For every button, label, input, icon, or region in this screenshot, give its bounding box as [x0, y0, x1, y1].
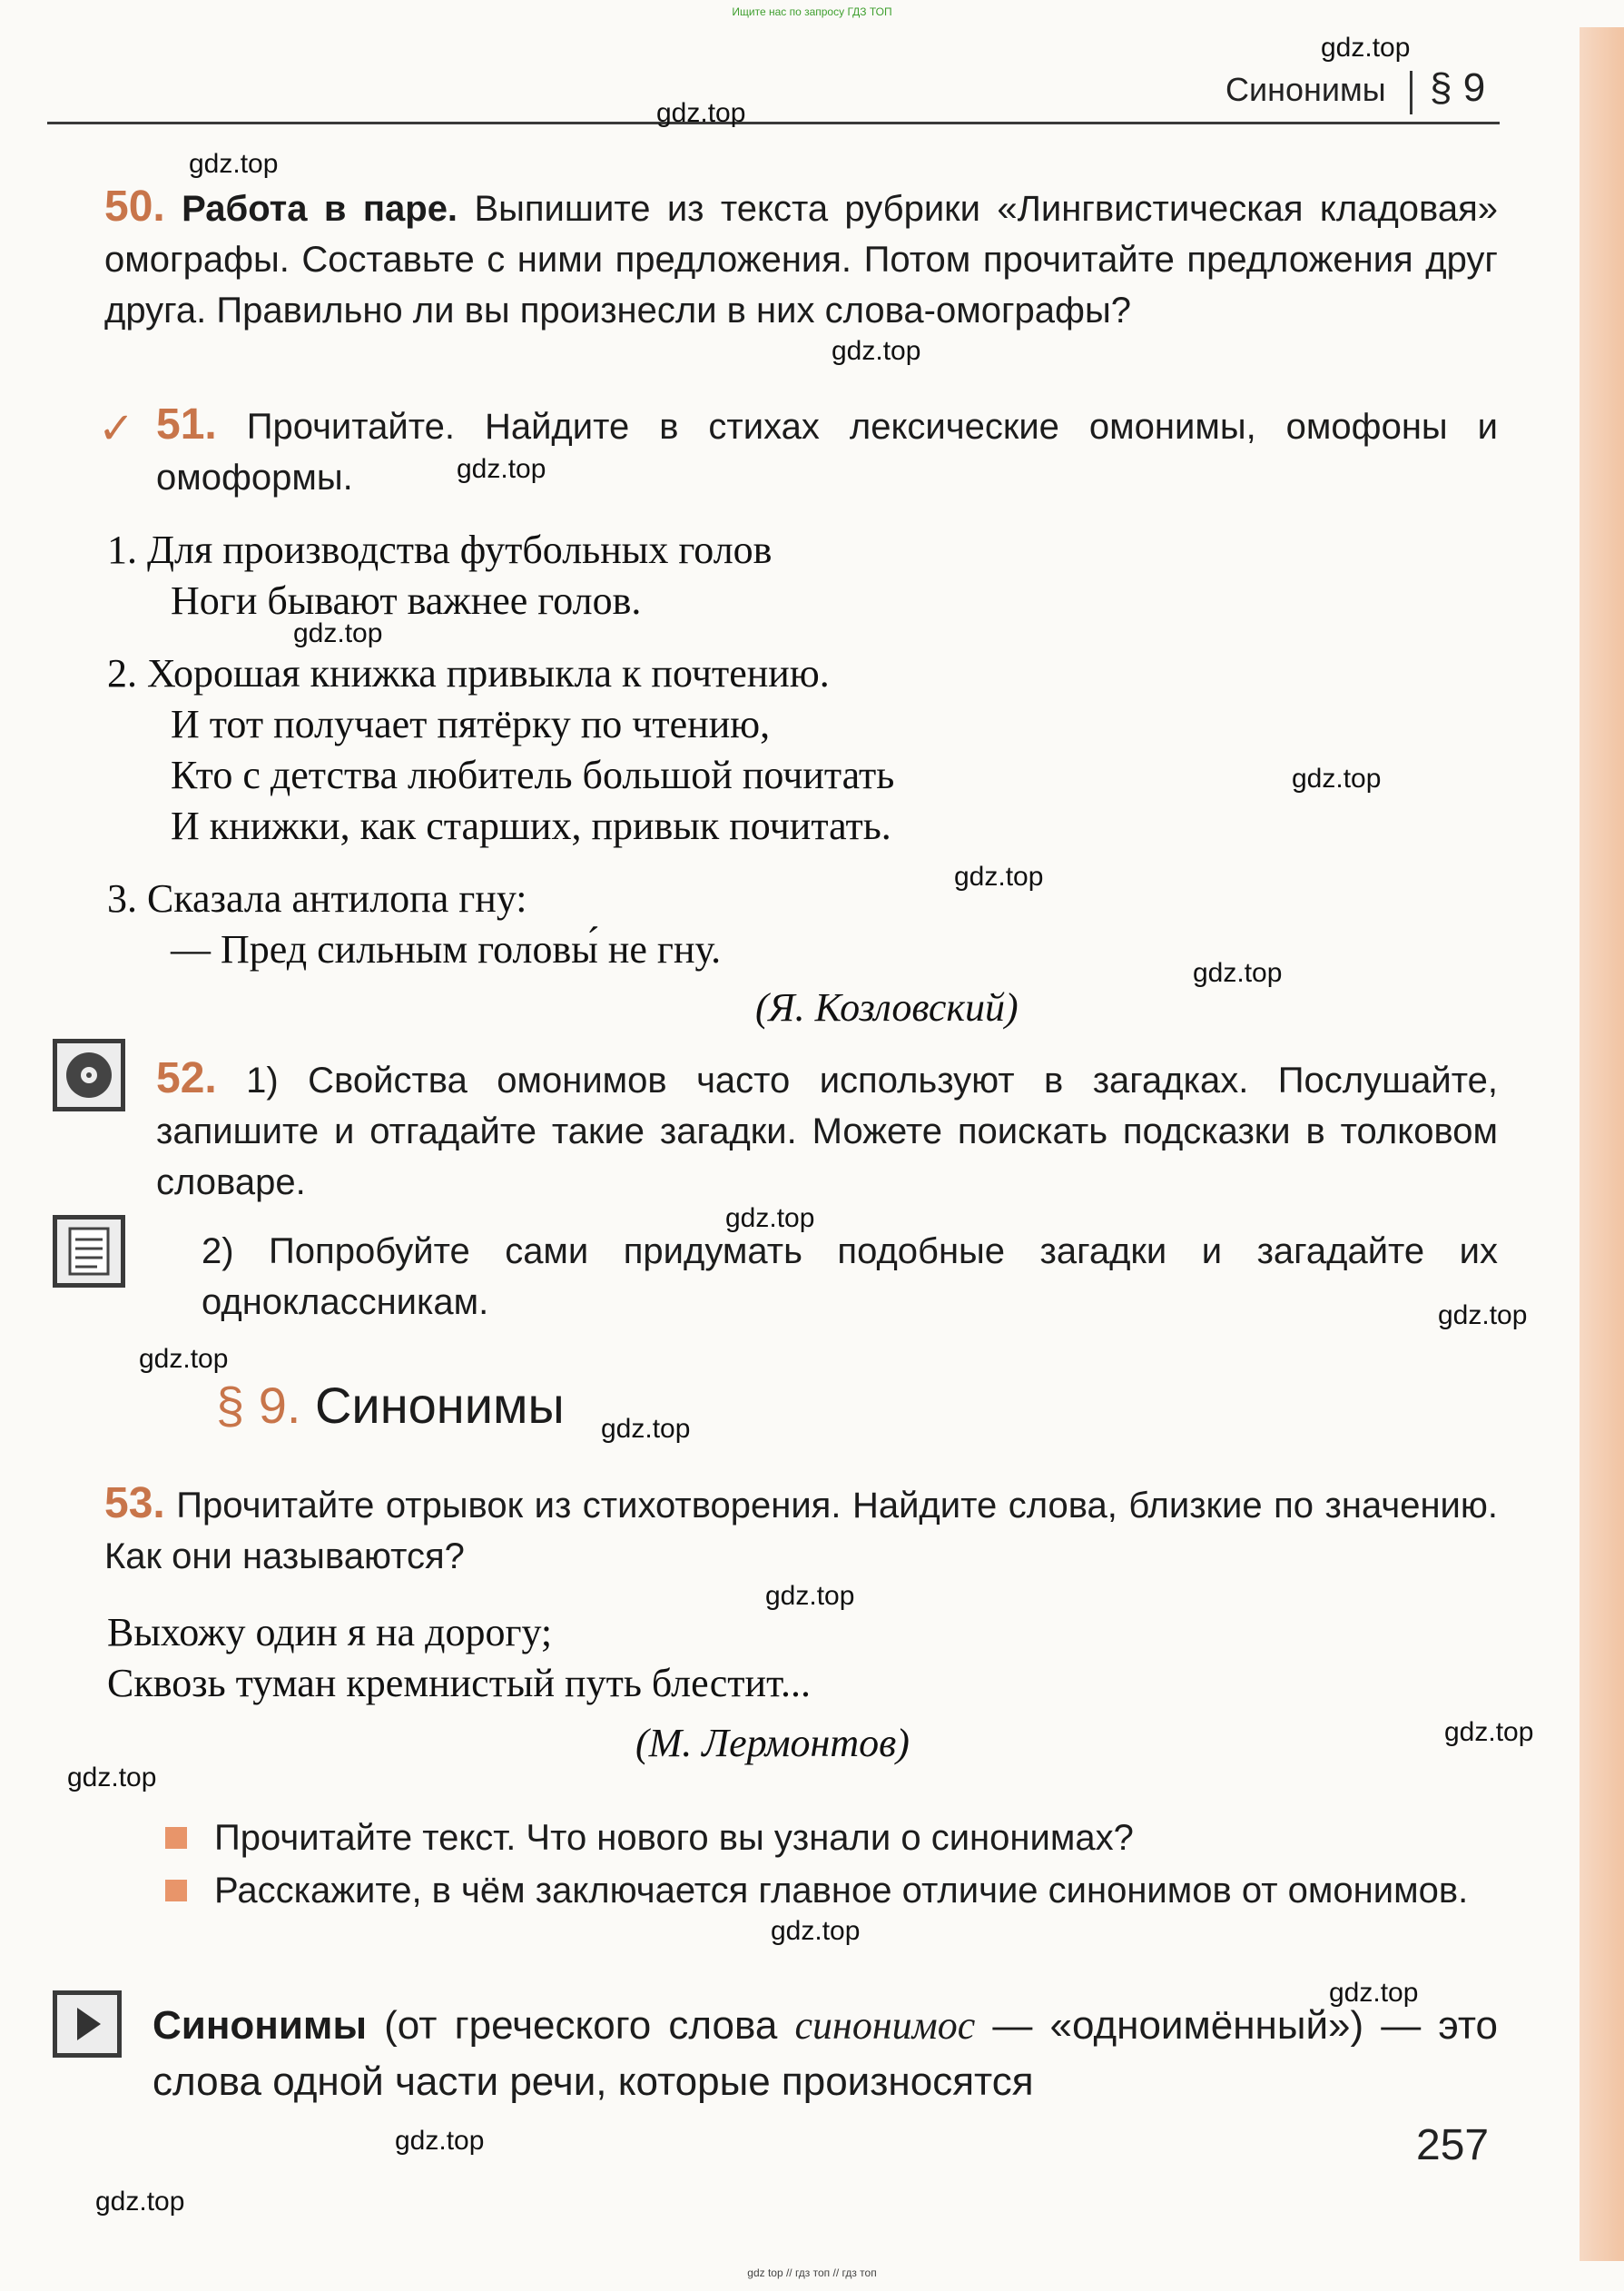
notebook-icon — [53, 1215, 125, 1288]
watermark: gdz.top — [189, 149, 279, 179]
play-icon — [53, 1990, 122, 2058]
square-bullet-icon — [165, 1827, 187, 1849]
exercise-text: Прочитайте отрывок из стихотворения. Найдите слова, близкие по значению. Как они называются? — [104, 1486, 1498, 1576]
watermark: gdz.top — [832, 336, 921, 366]
header-divider — [1410, 71, 1412, 114]
page-edge-strip — [1580, 27, 1624, 2261]
watermark: gdz.top — [725, 1203, 815, 1233]
poem-line: Сквозь туман кремнистый путь блестит... — [107, 1661, 811, 1705]
watermark: gdz.top — [954, 862, 1044, 892]
watermark: gdz.top — [1193, 958, 1283, 988]
top-ad[interactable]: Ищите нас по запросу ГДЗ ТОП — [732, 5, 892, 18]
watermark: gdz.top — [139, 1344, 229, 1374]
poem-line: 2. Хорошая книжка привыкла к почтению. — [107, 651, 830, 696]
watermark: gdz.top — [457, 454, 546, 484]
definition-term: Синонимы — [153, 2003, 368, 2048]
watermark: gdz.top — [67, 1763, 157, 1792]
exercise-text: Выпишите из текста рубрики «Лингвистическая кладовая» омографы. Составьте с ними предложения. Потом прочитайте предложения друг друга. Правильно ли вы произнесли в них слова-омографы? — [104, 189, 1499, 331]
poem-line: И книжки, как старших, привык почитать. — [171, 804, 891, 848]
watermark: gdz.top — [1444, 1717, 1534, 1747]
question-item: Прочитайте текст. Что нового вы узнали о синонимах? — [214, 1818, 1134, 1858]
exercise-50 — [104, 182, 1498, 336]
poem-line: 1. Для производства футбольных голов — [107, 528, 773, 572]
section-title: Синонимы — [314, 1377, 565, 1434]
watermark: gdz.top — [656, 98, 746, 128]
watermark: gdz.top — [771, 1916, 861, 1946]
header-rule — [47, 122, 1500, 124]
watermark: gdz.top — [95, 2187, 185, 2217]
exercise-text: 2) Попробуйте сами придумать подобные загадки и загадайте их одноклассникам. — [202, 1231, 1498, 1322]
watermark: gdz.top — [1292, 764, 1382, 794]
question-item: Расскажите, в чём заключается главное отличие синонимов от омонимов. — [214, 1871, 1469, 1911]
bottom-ad[interactable]: gdz top // гдз топ // гдз топ — [747, 2266, 877, 2279]
watermark: gdz.top — [601, 1414, 691, 1444]
section-heading — [216, 1376, 565, 1435]
poem-line: И тот получает пятёрку по чтению, — [171, 702, 771, 746]
checkmark-icon: ✓ — [98, 405, 135, 453]
watermark: gdz.top — [1321, 33, 1411, 63]
running-header-section: § 9 — [1430, 65, 1486, 110]
exercise-bold-label: Работа в паре. — [182, 189, 458, 229]
poem-author: (М. Лермонтов) — [635, 1721, 910, 1765]
poem-line: Кто с детства любитель большой почитать — [171, 753, 895, 797]
exercise-text: Прочитайте. Найдите в стихах лексические омонимы, омофоны и омоформы. — [156, 407, 1498, 498]
definition-greek-word: синонимос — [794, 2003, 976, 2048]
exercise-number: 50. — [104, 183, 165, 231]
square-bullet-icon — [165, 1880, 187, 1901]
definition-text: — «одноимённый») — это слова одной части речи, которые произносятся — [153, 2003, 1498, 2104]
exercise-51 — [156, 400, 1498, 503]
exercise-number: 52. — [156, 1054, 217, 1102]
watermark: gdz.top — [293, 618, 383, 648]
definition-block — [153, 1998, 1498, 2110]
exercise-52-part1 — [156, 1053, 1498, 1208]
watermark: gdz.top — [1438, 1300, 1528, 1330]
definition-text: (от греческого слова — [367, 2003, 795, 2048]
watermark: gdz.top — [765, 1581, 855, 1611]
poem-line: — Пред сильным головы́ не гну. — [171, 927, 722, 972]
poem-author: (Я. Козловский) — [755, 985, 1019, 1030]
page-number: 257 — [1416, 2121, 1490, 2169]
exercise-text: 1) Свойства омонимов часто используют в загадках. Послушайте, запишите и отгадайте такие загадки. Можете поискать подсказки в толковом словаре. — [156, 1061, 1498, 1202]
section-number: § 9. — [216, 1377, 301, 1434]
exercise-53 — [104, 1478, 1498, 1582]
poem-line: Ноги бывают важнее голов. — [171, 578, 642, 623]
exercise-52-part2 — [202, 1226, 1498, 1328]
poem-line: 3. Сказала антилопа гну: — [107, 876, 527, 921]
disc-icon — [53, 1039, 125, 1111]
exercise-number: 51. — [156, 400, 217, 449]
exercise-number: 53. — [104, 1479, 165, 1527]
watermark: gdz.top — [395, 2126, 485, 2156]
poem-line: Выхожу один я на дорогу; — [107, 1610, 553, 1654]
running-header-title: Синонимы — [1225, 71, 1386, 108]
watermark: gdz.top — [1329, 1978, 1419, 2008]
